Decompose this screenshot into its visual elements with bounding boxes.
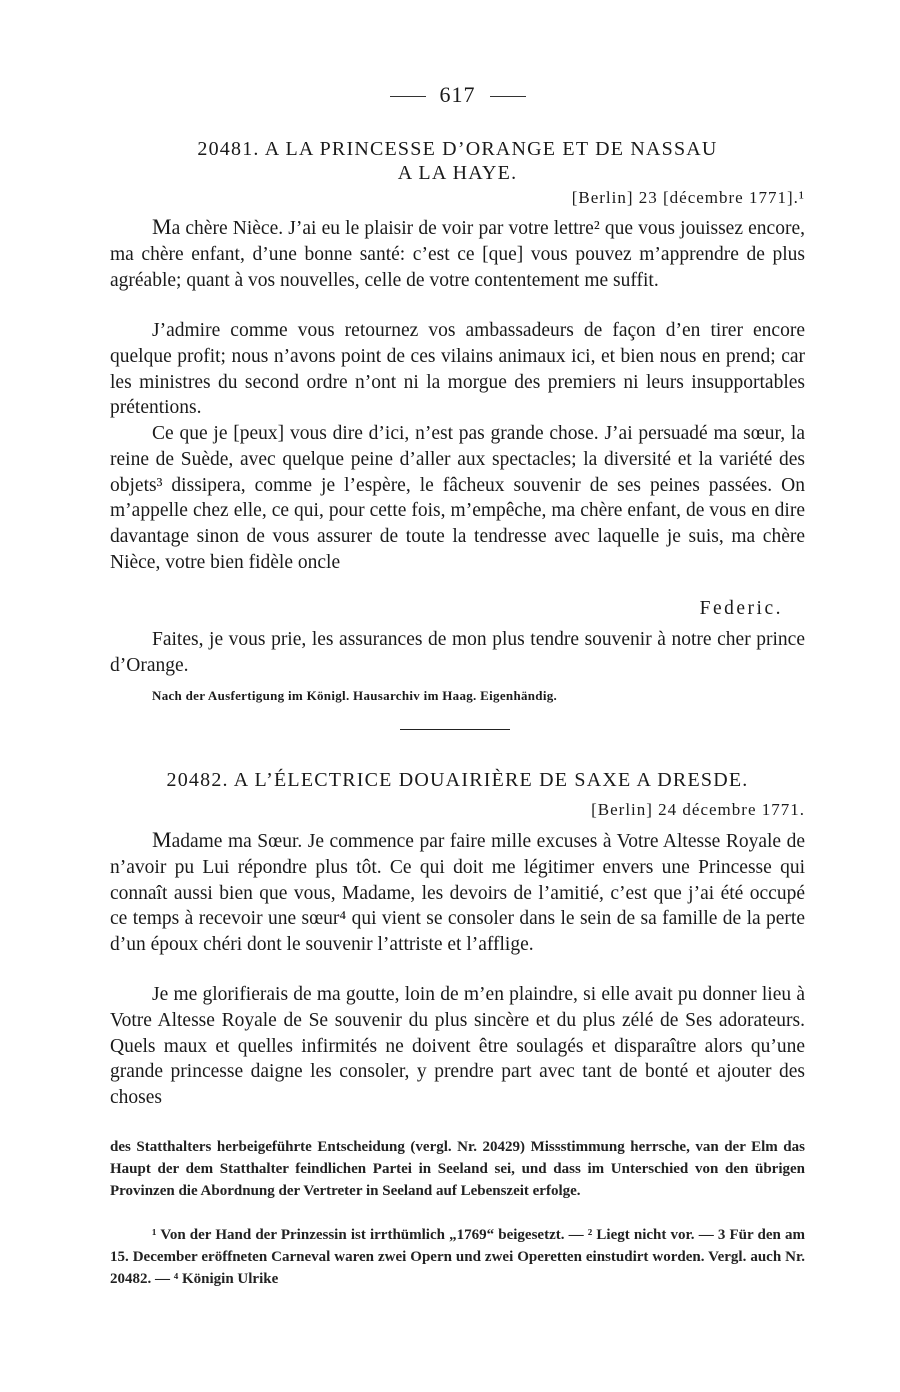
letter1-postscript: Faites, je vous prie, les assurances de mon plus tendre souvenir à notre cher prince d’Orange.: [110, 629, 805, 676]
letter2-heading: 20482. A L’ÉLECTRICE DOUAIRIÈRE DE SAXE A DRESDE.: [166, 769, 749, 791]
letter1-signature: Federic.: [699, 598, 783, 619]
letter2-paragraph-2: Je me glorifierais de ma goutte, loin de m’en plaindre, si elle avait pu donner lieu à Votre Altesse Royale de Se souvenir du plus sincère et du plus zélé de Ses adorateurs. Quels maux et quelles infirmités ne doivent être soulagés et disparaître alors qu’une grande princesse daigne les consoler, y prendre part avec tant de bonté et ajouter des choses: [110, 984, 805, 1109]
page-number: [110, 82, 805, 108]
letter1-heading-line2: A LA HAYE.: [397, 162, 518, 184]
page-number-text: 617: [439, 82, 476, 107]
footnotes-list: ¹ Von der Hand der Prinzessin ist irrthümlich „1769“ beigesetzt. — ² Liegt nicht vor. — 3 Für den am 15. December eröffneten Carneval waren zwei Opern und zwei Operetten einstudirt worden. Vergl. auch Nr. 20482. — ⁴ Königin Ulrike: [110, 1227, 805, 1287]
section-divider: [400, 729, 510, 730]
letter1-heading-line1: 20481. A LA PRINCESSE D’ORANGE ET DE NASSAU: [197, 138, 718, 160]
letter1-paragraph-3: Ce que je [peux] vous dire d’ici, n’est pas grande chose. J’ai persuadé ma sœur, la reine de Suède, avec quelque peine d’aller aux spectacles; la diversité et la variété des objets³ dissipera, comme je l’espère, le fâcheux souvenir de ses peines passées. On m’appelle chez elle, ce qui, pour cette fois, m’empêche, ma chère enfant, de vous en dire davantage sinon de vous assurer de toute la tendresse avec laquelle je suis, ma chère Nièce, votre bien fidèle oncle: [110, 423, 805, 573]
letter2-paragraph-1: Madame ma Sœur. Je commence par faire mille excuses à Votre Altesse Royale de n’avoir pu Lui répondre plus tôt. Ce qui doit me légitimer envers une Princesse qui connaît aussi bien que vous, Madame, les devoirs de l’amitié, c’est que j’ai été occupé ce temps à recevoir une sœur⁴ qui vient se consoler dans le sein de sa famille de la perte d’un époux chéri dont le souvenir l’attriste et l’afflige.: [110, 827, 805, 956]
footnote-continuation: des Statthalters herbeigeführte Entscheidung (vergl. Nr. 20429) Missstimmung herrsche, van der Elm das Haupt der dem Statthalter feindlichen Partei in Seeland sei, und dass im Unterschied von den übrigen Provinzen die Abordnung der Vertreter in Seeland auf Lebenszeit erfolge.: [110, 1139, 805, 1199]
letter1-source-note: Nach der Ausfertigung im Königl. Hausarchiv im Haag. Eigenhändig.: [152, 688, 558, 703]
letter1-paragraph-1: Ma chère Nièce. J’ai eu le plaisir de voir par votre lettre² que vous jouissez encore, ma chère enfant, d’une bonne santé: c’est ce [que] vous pouvez m’apprendre de plus agréable; quant à vos nouvelles, celle de votre contentement me suffit.: [110, 214, 805, 291]
letter2-date: [Berlin] 24 décembre 1771.: [591, 800, 805, 819]
page-number-dash-right: [490, 96, 526, 97]
letter1-date: [Berlin] 23 [décembre 1771].¹: [571, 188, 805, 207]
page-number-dash-left: [390, 96, 426, 97]
letter1-paragraph-2: J’admire comme vous retournez vos ambassadeurs de façon d’en tirer encore quelque profit; nous n’avons point de ces vilains animaux ici, et bien nous en prend; car les ministres du second ordre n’ont ni la morgue des premiers ni leurs insupportables prétentions.: [110, 320, 805, 419]
